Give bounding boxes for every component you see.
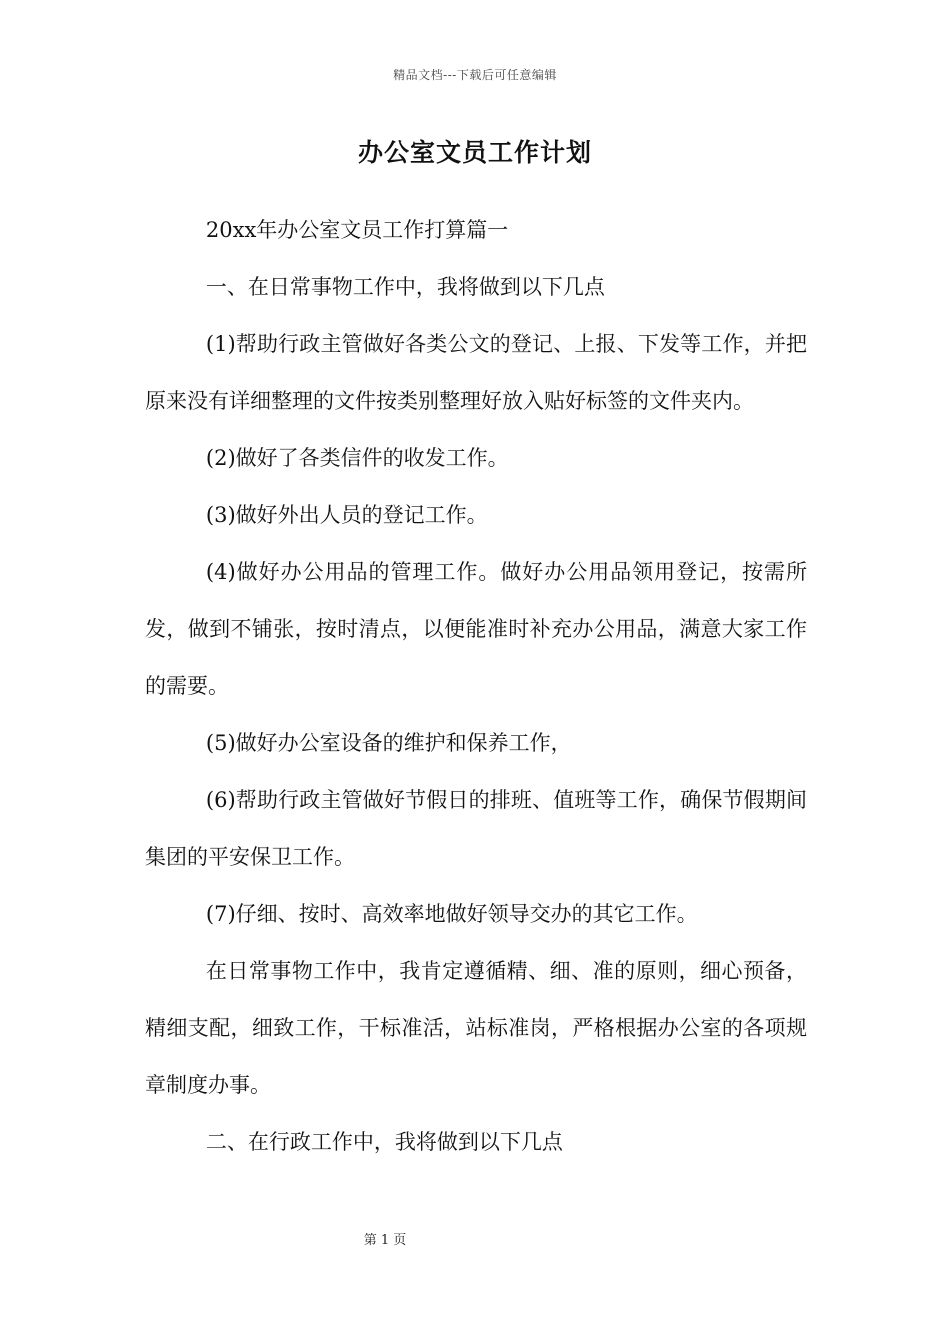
- paragraph-item-4: (4)做好办公用品的管理工作。做好办公用品领用登记，按需所发，做到不铺张，按时清点，以便能准时补充办公用品，满意大家工作的需要。: [145, 560, 807, 698]
- page-number: 第 1 页: [363, 1233, 407, 1248]
- paragraph-item-1: (1)帮助行政主管做好各类公文的登记、上报、下发等工作，并把原来没有详细整理的文件按类别整理好放入贴好标签的文件夹内。: [145, 332, 807, 413]
- document-title: 办公室文员工作计划: [357, 138, 592, 167]
- paragraph-item-7: (7)仔细、按时、高效率地做好领导交办的其它工作。: [205, 902, 698, 926]
- paragraph-item-6: (6)帮助行政主管做好节假日的排班、值班等工作，确保节假期间集团的平安保卫工作。: [145, 788, 807, 869]
- paragraph-subtitle: 20xx年办公室文员工作打算篇一: [205, 218, 509, 242]
- paragraph-item-3: (3)做好外出人员的登记工作。: [205, 503, 488, 527]
- document-body: [145, 202, 807, 1171]
- paragraph-item-2: (2)做好了各类信件的收发工作。: [205, 446, 509, 470]
- paragraph-section-two-heading: 二、在行政工作中，我将做到以下几点: [205, 1130, 563, 1154]
- page-header: 精品文档---下载后可任意编辑: [393, 68, 557, 82]
- paragraph-section-one-heading: 一、在日常事物工作中，我将做到以下几点: [205, 275, 605, 299]
- paragraph-item-5: (5)做好办公室设备的维护和保养工作，: [205, 731, 572, 755]
- paragraph-summary: 在日常事物工作中，我肯定遵循精、细、准的原则，细心预备，精细支配，细致工作，干标准活，站标准岗，严格根据办公室的各项规章制度办事。: [145, 959, 807, 1097]
